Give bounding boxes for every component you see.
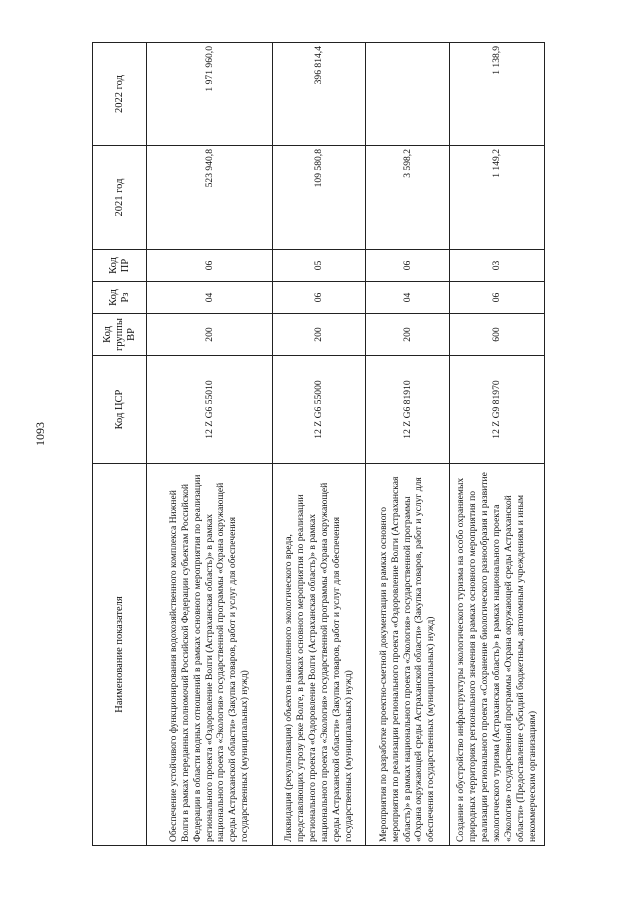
header-2022: 2022 год — [93, 43, 147, 146]
row-2021: 523 940,8 — [147, 146, 273, 250]
row-csr: 12 Z G6 55010 — [147, 356, 273, 464]
table-row — [366, 43, 450, 846]
header-pr: Код ПР — [93, 250, 147, 282]
header-vr: Код группы ВР — [93, 314, 147, 356]
row-vr: 200 — [273, 314, 366, 356]
row-2022 — [366, 43, 450, 146]
row-name: Создание и обустройство инфраструктуры экологического туризма на особо охраняемых природных территориях регионального значения в рамках основного мероприятия по реализации регионального проекта «Сохранение биологического разнообразия и развитие экологического туризма (Астраханская область)» в рамках национального проекта «Экология» государственной программы «Охрана окружающей среды Астраханской области» (Предоставление субсидий бюджетным, автономным учреждениям и иным некоммерческим организациям) — [450, 464, 545, 846]
row-vr: 200 — [366, 314, 450, 356]
row-rz: 04 — [147, 282, 273, 314]
row-2021: 3 598,2 — [366, 146, 450, 250]
header-name: Наименование показателя — [93, 464, 147, 846]
row-vr: 600 — [450, 314, 545, 356]
header-rz: Код Рз — [93, 282, 147, 314]
row-2021: 1 149,2 — [450, 146, 545, 250]
row-vr: 200 — [147, 314, 273, 356]
row-csr: 12 Z G9 81970 — [450, 356, 545, 464]
row-name: Обеспечение устойчивого функционирования водохозяйственного комплекса Нижней Волги в рамках переданных полномочий Российской Федерации субъектам Российской Федерации в области водных отношений в рамках основного мероприятия по реализации регионального проекта «Оздоровление Волги (Астраханская область)» в рамках национального проекта «Экология» государственной программы «Охрана окружающей среды Астраханской области» (Закупка товаров, работ и услуг для обеспечения государственных (муниципальных) нужд) — [147, 464, 273, 846]
row-pr: 05 — [273, 250, 366, 282]
row-rz: 06 — [450, 282, 545, 314]
row-rz: 04 — [366, 282, 450, 314]
row-name: Мероприятия по разработке проектно-сметной документации в рамках основного мероприятия по реализации регионального проекта «Оздоровление Волги (Астраханская область)» в рамках национального проекта «Экология» государственной программы «Охрана окружающей среды Астраханской области» (Закупка товаров, работ и услуг для обеспечения государственных (муниципальных) нужд) — [366, 464, 450, 846]
row-2022: 1 138,9 — [450, 43, 545, 146]
row-csr: 12 Z G6 81910 — [366, 356, 450, 464]
row-csr: 12 Z G6 55000 — [273, 356, 366, 464]
row-2022: 396 814,4 — [273, 43, 366, 146]
table-header-row — [93, 43, 147, 846]
table-row — [450, 43, 545, 846]
row-pr: 06 — [366, 250, 450, 282]
table-row — [147, 43, 273, 846]
header-2021: 2021 год — [93, 146, 147, 250]
row-2021: 109 580,8 — [273, 146, 366, 250]
budget-table — [92, 42, 545, 846]
row-rz: 06 — [273, 282, 366, 314]
row-pr: 06 — [147, 250, 273, 282]
page-number: 1093 — [33, 422, 47, 446]
header-csr: Код ЦСР — [93, 356, 147, 464]
row-name: Ликвидация (рекультивация) объектов накопленного экологического вреда, представляющих угрозу реке Волге, в рамках основного мероприятия по реализации регионального проекта «Оздоровление Волги (Астраханская область)» в рамках национального проекта «Экология» государственной программы «Охрана окружающей среды Астраханской области» (Закупка товаров, работ и услуг для обеспечения государственных (муниципальных) нужд) — [273, 464, 366, 846]
row-2022: 1 971 960,0 — [147, 43, 273, 146]
rotated-table-container — [92, 43, 538, 846]
table-row — [273, 43, 366, 846]
row-pr: 03 — [450, 250, 545, 282]
